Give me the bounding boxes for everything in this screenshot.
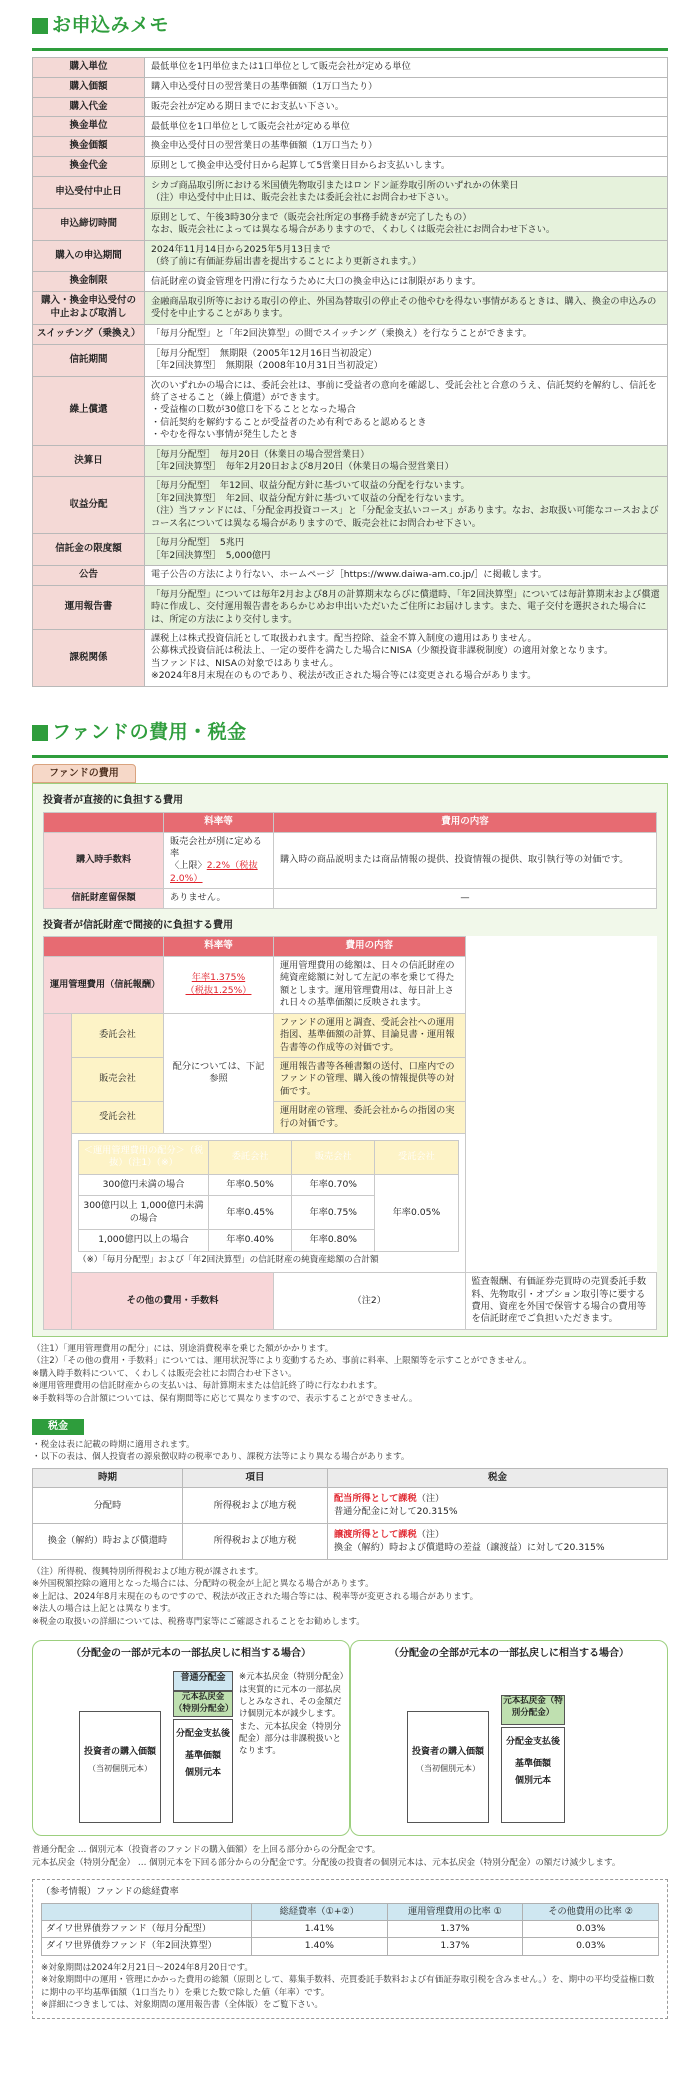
memo-line: ［毎月分配型］ 年12回、収益分配方針に基づいて収益の分配を行ないます。 xyxy=(151,480,470,492)
table-row xyxy=(44,1102,657,1134)
note-line: ※購入時手数料について、くわしくは販売会社にお問合わせ下さい。 xyxy=(32,1368,297,1379)
tax-col: 税金 xyxy=(328,1468,668,1488)
memo-line: 最低単位を1円単位または1口単位として販売会社が定める単位 xyxy=(151,61,411,73)
memo-value xyxy=(145,477,668,534)
table-row xyxy=(33,1524,668,1560)
memo-row xyxy=(33,324,668,344)
distribution-diagrams xyxy=(32,1640,668,1836)
ratio-value: 年率0.50% xyxy=(209,1174,292,1195)
memo-row xyxy=(33,97,668,117)
party-trustor: 委託会社 xyxy=(72,1013,164,1057)
party-trustor-content: ファンドの運用と調査、受託会社への運用指図、基準価額の計算、目論見書・運用報告書等の作成等の対価です。 xyxy=(274,1013,466,1057)
retention-content: — xyxy=(274,889,657,908)
party-trustee: 受託会社 xyxy=(72,1102,164,1134)
note-line: （注）所得税、復興特別所得税および地方税が課されます。 xyxy=(32,1567,264,1578)
fees-box xyxy=(32,783,668,1337)
tax-item: 所得税および地方税 xyxy=(183,1488,328,1524)
memo-label: 換金代金 xyxy=(33,157,145,177)
ref-col: 総経費率（①+②） xyxy=(252,1903,388,1920)
memo-line: ［毎月分配型］ 毎月20日（休業日の場合翌営業日） xyxy=(151,448,370,460)
memo-label: 公告 xyxy=(33,565,145,585)
ratio-value: 年率0.75% xyxy=(292,1196,375,1230)
note-line: ※法人の場合は上記とは異なります。 xyxy=(32,1604,177,1615)
memo-value xyxy=(145,630,668,687)
memo-row xyxy=(33,630,668,687)
memo-line: ［毎月分配型］ 5兆円 xyxy=(151,537,245,549)
reference-title: （参考情報）ファンドの総経費率 xyxy=(41,1886,179,1898)
memo-line: （注）申込受付中止日は、販売会社または委託会社にお問合わせ下さい。 xyxy=(151,192,455,204)
other-fee-content: 監査報酬、有価証券売買時の売買委託手数料、先物取引・オプション取引等に要する費用、資産を外国で保管する場合の費用等を信託財産でご負担いただきます。 xyxy=(465,1273,657,1330)
memo-line: 最低単位を1口単位として販売会社が定める単位 xyxy=(151,120,350,132)
memo-row xyxy=(33,445,668,477)
def-ordinary: 普通分配金 … 個別元本（投資者のファンドの購入価額）を上回る部分からの分配金です。 xyxy=(32,1845,381,1856)
memo-value xyxy=(145,97,668,117)
memo-label: 購入代金 xyxy=(33,97,145,117)
memo-line: 購入申込受付日の翌営業日の基準価額（1万口当たり） xyxy=(151,81,378,92)
memo-row xyxy=(33,176,668,208)
memo-row xyxy=(33,58,668,78)
note-line: （注2）「その他の費用・手数料」については、運用状況等により変動するため、事前に料率、上限額等を示すことができません。 xyxy=(32,1356,532,1367)
memo-value xyxy=(145,565,668,585)
memo-line: 原則として換金申込受付日から起算して5営業日目からお支払いします。 xyxy=(151,160,451,172)
ref-col: その他費用の比率 ② xyxy=(523,1903,659,1920)
memo-row xyxy=(33,157,668,177)
other-fee-rate: （注2） xyxy=(274,1273,466,1330)
note-line: ※上記は、2024年8月末現在のものですので、税法が改正された場合等には、税率等が変更される場合があります。 xyxy=(32,1591,479,1602)
memo-label: 信託期間 xyxy=(33,344,145,376)
indirect-cost-table xyxy=(43,936,657,1330)
memo-line: 換金申込受付日の翌営業日の基準価額（1万口当たり） xyxy=(151,140,378,152)
table-row xyxy=(42,1938,659,1955)
mgmt-fee-label: 運用管理費用（信託報酬） xyxy=(44,956,164,1013)
fees-subtitle: ファンドの費用 xyxy=(32,764,136,784)
table-row xyxy=(42,1921,659,1938)
memo-label: 信託金の限度額 xyxy=(33,534,145,566)
note-line: ・以下の表は、個人投資者の源泉徴収時の税率であり、課税方法等により異なる場合があります。 xyxy=(32,1452,410,1463)
col-blank xyxy=(44,937,164,957)
mgmt-fee-content: 運用管理費用の総額は、日々の信託財産の純資産総額に対して左記の率を乗じて得た額とします。運用管理費用は、毎日計上され日々の基準価額に反映されます。 xyxy=(274,956,466,1013)
dist-side-note: ※元本払戻金（特別分配金）は実質的に元本の一部払戻しとみなされ、その金額だけ個別元本が減少します。また、元本払戻金（特別分配金）部分は非課税扱いとなります。 xyxy=(239,1672,344,1757)
ratio-trustee: 年率0.05% xyxy=(375,1174,458,1251)
purchase-fee-content: 購入時の商品説明または商品情報の提供、投資情報の提供、取引執行等の対価です。 xyxy=(274,832,657,889)
tax-notes xyxy=(32,1566,668,1628)
memo-line: ※2024年8月末現在のものであり、税法が改正された場合等には変更される場合があります。 xyxy=(151,670,537,682)
note-line: ※対象期間中の運用・管理にかかった費用の総額（原則として、募集手数料、売買委託手数料および有価証券取引税を含みません。）を、期中の平均受益権口数に期中の平均基準価額（1口当たり）を乗じた数で除した値（年率）です。 xyxy=(41,1975,655,1998)
memo-label: 換金制限 xyxy=(33,272,145,292)
memo-line: シカゴ商品取引所における米国債先物取引またはロンドン証券取引所のいずれかの休業日 xyxy=(151,179,519,191)
refund-box: 元本払戻金（特別分配金） xyxy=(501,1695,565,1725)
memo-line: 電子公告の方法により行ない、ホームページ［https://www.daiwa-am.co.jp/］に掲載します。 xyxy=(151,569,547,581)
memo-line: 次のいずれかの場合には、委託会社は、事前に受益者の意向を確認し、受託会社と合意のうえ、信託契約を解約し、信託を終了させること（繰上償還）ができます。 xyxy=(151,379,657,403)
memo-value xyxy=(145,137,668,157)
memo-line: ［年2回決算型］ 5,000億円 xyxy=(151,549,271,561)
ratio-col: 受託会社 xyxy=(375,1141,458,1175)
memo-row xyxy=(33,292,668,325)
tax-table xyxy=(32,1468,668,1561)
memo-value xyxy=(145,208,668,240)
memo-value xyxy=(145,176,668,208)
divider xyxy=(32,755,668,758)
tax-col: 時期 xyxy=(33,1468,183,1488)
memo-row xyxy=(33,344,668,376)
table-row xyxy=(44,889,657,908)
table-row xyxy=(44,956,657,1013)
ref-mgmt: 1.37% xyxy=(387,1921,523,1938)
ratio-note: （※）「毎月分配型」および「年2回決算型」の信託財産の純資産総額の合計額 xyxy=(78,1254,379,1265)
memo-value xyxy=(145,117,668,137)
table-row xyxy=(44,1057,657,1101)
memo-line: ［年2回決算型］ 毎年2月20日および8月20日（休業日の場合翌営業日） xyxy=(151,461,454,473)
memo-row xyxy=(33,117,668,137)
after-box: 分配金支払後 基準価額 個別元本 xyxy=(501,1727,565,1823)
pink-margin xyxy=(44,1013,72,1329)
memo-row xyxy=(33,376,668,445)
memo-line: 金融商品取引所等における取引の停止、外国為替取引の停止その他やむを得ない事情があるときは、購入、換金の申込みの受付を中止することがあります。 xyxy=(151,295,657,320)
memo-line: 原則として、午後3時30分まで（販売会社所定の事務手続きが完了したもの） xyxy=(151,211,472,223)
indirect-cost-head: 投資者が信託財産で間接的に負担する費用 xyxy=(43,919,233,931)
mgmt-fee-rate: 年率1.375% （税抜1.25%） xyxy=(164,956,274,1013)
ratio-value: 年率0.45% xyxy=(209,1196,292,1230)
memo-value xyxy=(145,292,668,325)
ref-total: 1.41% xyxy=(252,1921,388,1938)
ref-notes xyxy=(41,1962,659,2012)
memo-row xyxy=(33,534,668,566)
table-row xyxy=(44,1013,657,1057)
note-line: （注1）「運用管理費用の配分」には、別途消費税率を乗じた額がかかります。 xyxy=(32,1343,334,1354)
memo-label: 購入・換金申込受付の中止および取消し xyxy=(33,292,145,325)
memo-line: ・信託契約を解約することが受益者のため有利であると認めるとき xyxy=(151,416,427,428)
memo-label: 収益分配 xyxy=(33,477,145,534)
direct-cost-head: 投資者が直接的に負担する費用 xyxy=(43,795,183,807)
dist-left-head: （分配金の一部が元本の一部払戻しに相当する場合） xyxy=(71,1648,311,1660)
divider xyxy=(32,48,668,51)
memo-label: 購入価額 xyxy=(33,77,145,97)
memo-value xyxy=(145,77,668,97)
ref-total: 1.40% xyxy=(252,1938,388,1955)
direct-cost-table xyxy=(43,812,657,909)
tax-time: 換金（解約）時および償還時 xyxy=(33,1524,183,1560)
ratio-label: 300億円以上 1,000億円未満の場合 xyxy=(79,1196,209,1230)
table-row xyxy=(44,1273,657,1330)
cost-box: 投資者の購入価額 （当初個別元本） xyxy=(79,1711,161,1823)
col-blank xyxy=(44,812,164,832)
retention-rate: ありません。 xyxy=(164,889,274,908)
table-row xyxy=(79,1174,459,1195)
note-line: ※詳細につきましては、対象期間の運用報告書（全体版）をご覧下さい。 xyxy=(41,2000,324,2011)
dist-defs xyxy=(32,1844,668,1869)
title-square-icon xyxy=(32,725,48,741)
memo-label: 申込受付中止日 xyxy=(33,176,145,208)
tax-intro xyxy=(32,1439,668,1464)
ref-other: 0.03% xyxy=(523,1921,659,1938)
note-line: ※対象期間は2024年2月21日〜2024年8月20日です。 xyxy=(41,1962,253,1973)
ordinary-dist-box: 普通分配金 xyxy=(173,1671,233,1691)
memo-row xyxy=(33,240,668,272)
memo-title: お申込みメモ xyxy=(52,14,170,37)
note-line: ※手数料等の合計額については、保有期間等に応じて異なりますので、表示することができません。 xyxy=(32,1393,418,1404)
ref-col: 運用管理費用の比率 ① xyxy=(387,1903,523,1920)
memo-line: ・受益権の口数が30億口を下ることとなった場合 xyxy=(151,404,356,416)
party-distributor-content: 運用報告書等各種書類の送付、口座内でのファンドの管理、購入後の情報提供等の対価です。 xyxy=(274,1057,466,1101)
memo-row xyxy=(33,477,668,534)
tax-detail: 譲渡所得として課税（注） 換金（解約）時および償還時の差益（譲渡益）に対して20.315% xyxy=(328,1524,668,1560)
memo-line: ［年2回決算型］ 無期限（2008年10月31日当初設定） xyxy=(151,360,383,372)
memo-row xyxy=(33,208,668,240)
memo-table xyxy=(32,57,668,687)
reference-table xyxy=(41,1903,659,1956)
memo-label: 課税関係 xyxy=(33,630,145,687)
ratio-value: 年率0.40% xyxy=(209,1230,292,1251)
tax-item: 所得税および地方税 xyxy=(183,1524,328,1560)
memo-value xyxy=(145,585,668,629)
other-fee-label: その他の費用・手数料 xyxy=(72,1273,274,1330)
refund-box: 元本払戻金（特別分配金） xyxy=(173,1691,233,1717)
purchase-fee-rate: 販売会社が別に定める率 〈上限〉2.2%（税抜2.0%） xyxy=(164,832,274,889)
cost-box: 投資者の購入価額 （当初個別元本） xyxy=(407,1711,489,1823)
col-content: 費用の内容 xyxy=(274,812,657,832)
memo-line: 2024年11月14日から2025年5月13日まで xyxy=(151,243,331,255)
ref-mgmt: 1.37% xyxy=(387,1938,523,1955)
ratio-head: ＜運用管理費用の配分＞（税抜）（注1）（※） xyxy=(79,1141,209,1175)
memo-line: 販売会社が定める期日までにお支払い下さい。 xyxy=(151,100,344,112)
tax-tag: 税金 xyxy=(32,1419,84,1435)
fees-section-title xyxy=(32,721,668,745)
memo-line: （終了前に有価証券届出書を提出することにより更新されます。） xyxy=(151,255,422,267)
memo-line: ［年2回決算型］ 年2回、収益分配方針に基づいて収益の分配を行ないます。 xyxy=(151,492,470,504)
note-line: ・税金は表に記載の時期に適用されます。 xyxy=(32,1439,195,1450)
ref-name: ダイワ世界債券ファンド（毎月分配型） xyxy=(42,1921,252,1938)
memo-value xyxy=(145,344,668,376)
after-box: 分配金支払後 基準価額 個別元本 xyxy=(173,1719,233,1823)
memo-line: （注）当ファンドには、「分配金再投資コース」と「分配金支払いコース」があります。なお、お取扱い可能なコースおよびコース名については異なる場合がありますので、販売会社にお問合わせ下さい。 xyxy=(151,505,659,529)
table-row xyxy=(33,1488,668,1524)
memo-row xyxy=(33,137,668,157)
memo-section-title xyxy=(32,14,668,38)
tax-col: 項目 xyxy=(183,1468,328,1488)
memo-line: ［毎月分配型］ 無期限（2005年12月16日当初設定） xyxy=(151,347,377,359)
ratio-table xyxy=(78,1140,459,1252)
memo-row xyxy=(33,272,668,292)
ratio-col: 委託会社 xyxy=(209,1141,292,1175)
col-rate: 料率等 xyxy=(164,812,274,832)
purchase-fee-label: 購入時手数料 xyxy=(44,832,164,889)
distribution-right xyxy=(350,1640,668,1836)
memo-value xyxy=(145,376,668,445)
memo-line: 当ファンドは、NISAの対象ではありません。 xyxy=(151,657,339,669)
tax-time: 分配時 xyxy=(33,1488,183,1524)
ratio-col: 販売会社 xyxy=(292,1141,375,1175)
title-square-icon xyxy=(32,18,48,34)
ratio-label: 300億円未満の場合 xyxy=(79,1174,209,1195)
fees-title: ファンドの費用・税金 xyxy=(52,720,247,743)
memo-label: 換金価額 xyxy=(33,137,145,157)
memo-row xyxy=(33,77,668,97)
alloc-note: 配分については、下記参照 xyxy=(164,1013,274,1133)
memo-label: 申込締切時間 xyxy=(33,208,145,240)
memo-line: 課税上は株式投資信託として取扱われます。配当控除、益金不算入制度の適用はありません。 xyxy=(151,633,537,645)
memo-label: 換金単位 xyxy=(33,117,145,137)
memo-label: 運用報告書 xyxy=(33,585,145,629)
col-rate: 料率等 xyxy=(164,937,274,957)
memo-value xyxy=(145,534,668,566)
memo-value xyxy=(145,272,668,292)
note-line: ※税金の取扱いの詳細については、税務専門家等にご確認されることをお勧めします。 xyxy=(32,1616,365,1627)
dist-right-head: （分配金の全部が元本の一部払戻しに相当する場合） xyxy=(389,1648,629,1660)
memo-value xyxy=(145,240,668,272)
ratio-label: 1,000億円以上の場合 xyxy=(79,1230,209,1251)
table-row xyxy=(44,1134,657,1273)
def-refund: 元本払戻金（特別分配金） … 個別元本を下回る部分からの分配金です。分配後の投資者の個別元本は、元本払戻金（特別分配金）の額だけ減少します。 xyxy=(32,1857,621,1868)
memo-line: なお、販売会社によっては異なる場合がありますので、くわしくは販売会社にお問合わせ下さい。 xyxy=(151,224,556,236)
note-line: ※外国税額控除の適用となった場合には、分配時の税金が上記と異なる場合があります。 xyxy=(32,1579,374,1590)
col-content: 費用の内容 xyxy=(274,937,466,957)
memo-value xyxy=(145,324,668,344)
tax-detail: 配当所得として課税（注） 普通分配金に対して20.315% xyxy=(328,1488,668,1524)
memo-label: 決算日 xyxy=(33,445,145,477)
note-line: ※運用管理費用の信託財産からの支払いは、毎計算期末または信託終了時に行なわれます。 xyxy=(32,1381,383,1392)
memo-line: 信託財産の資金管理を円滑に行なうために大口の換金申込には制限があります。 xyxy=(151,275,482,287)
ratio-cell xyxy=(72,1134,466,1273)
memo-line: 公募株式投資信託は税法上、一定の要件を満たした場合にNISA（少額投資非課税制度）の適用対象となります。 xyxy=(151,645,614,657)
memo-label: 購入の申込期間 xyxy=(33,240,145,272)
distribution-left xyxy=(32,1640,350,1836)
col-blank xyxy=(42,1903,252,1920)
ref-other: 0.03% xyxy=(523,1938,659,1955)
memo-line: ・やむを得ない事情が発生したとき xyxy=(151,429,298,441)
fee-notes xyxy=(32,1343,668,1405)
memo-line: 「毎月分配型」については毎年2月および8月の計算期末ならびに償還時、「年2回決算型」については毎計算期末および償還時に作成し、交付運用報告書をあらかじめお申出いただいたご住所にお届けします。また、電子交付を選択された場合には、所定の方法により交付します。 xyxy=(151,588,660,625)
memo-row xyxy=(33,585,668,629)
memo-value xyxy=(145,445,668,477)
memo-row xyxy=(33,565,668,585)
memo-label: 繰上償還 xyxy=(33,376,145,445)
memo-label: スイッチング（乗換え） xyxy=(33,324,145,344)
memo-line: 「毎月分配型」と「年2回決算型」の間でスイッチング（乗換え）を行なうことができます。 xyxy=(151,328,532,340)
ratio-value: 年率0.70% xyxy=(292,1174,375,1195)
ref-name: ダイワ世界債券ファンド（年2回決算型） xyxy=(42,1938,252,1955)
table-row xyxy=(44,832,657,889)
memo-label: 購入単位 xyxy=(33,58,145,78)
memo-value xyxy=(145,58,668,78)
reference-box xyxy=(32,1879,668,2019)
ratio-value: 年率0.80% xyxy=(292,1230,375,1251)
party-distributor: 販売会社 xyxy=(72,1057,164,1101)
memo-value xyxy=(145,157,668,177)
retention-label: 信託財産留保額 xyxy=(44,889,164,908)
party-trustee-content: 運用財産の管理、委託会社からの指図の実行の対価です。 xyxy=(274,1102,466,1134)
